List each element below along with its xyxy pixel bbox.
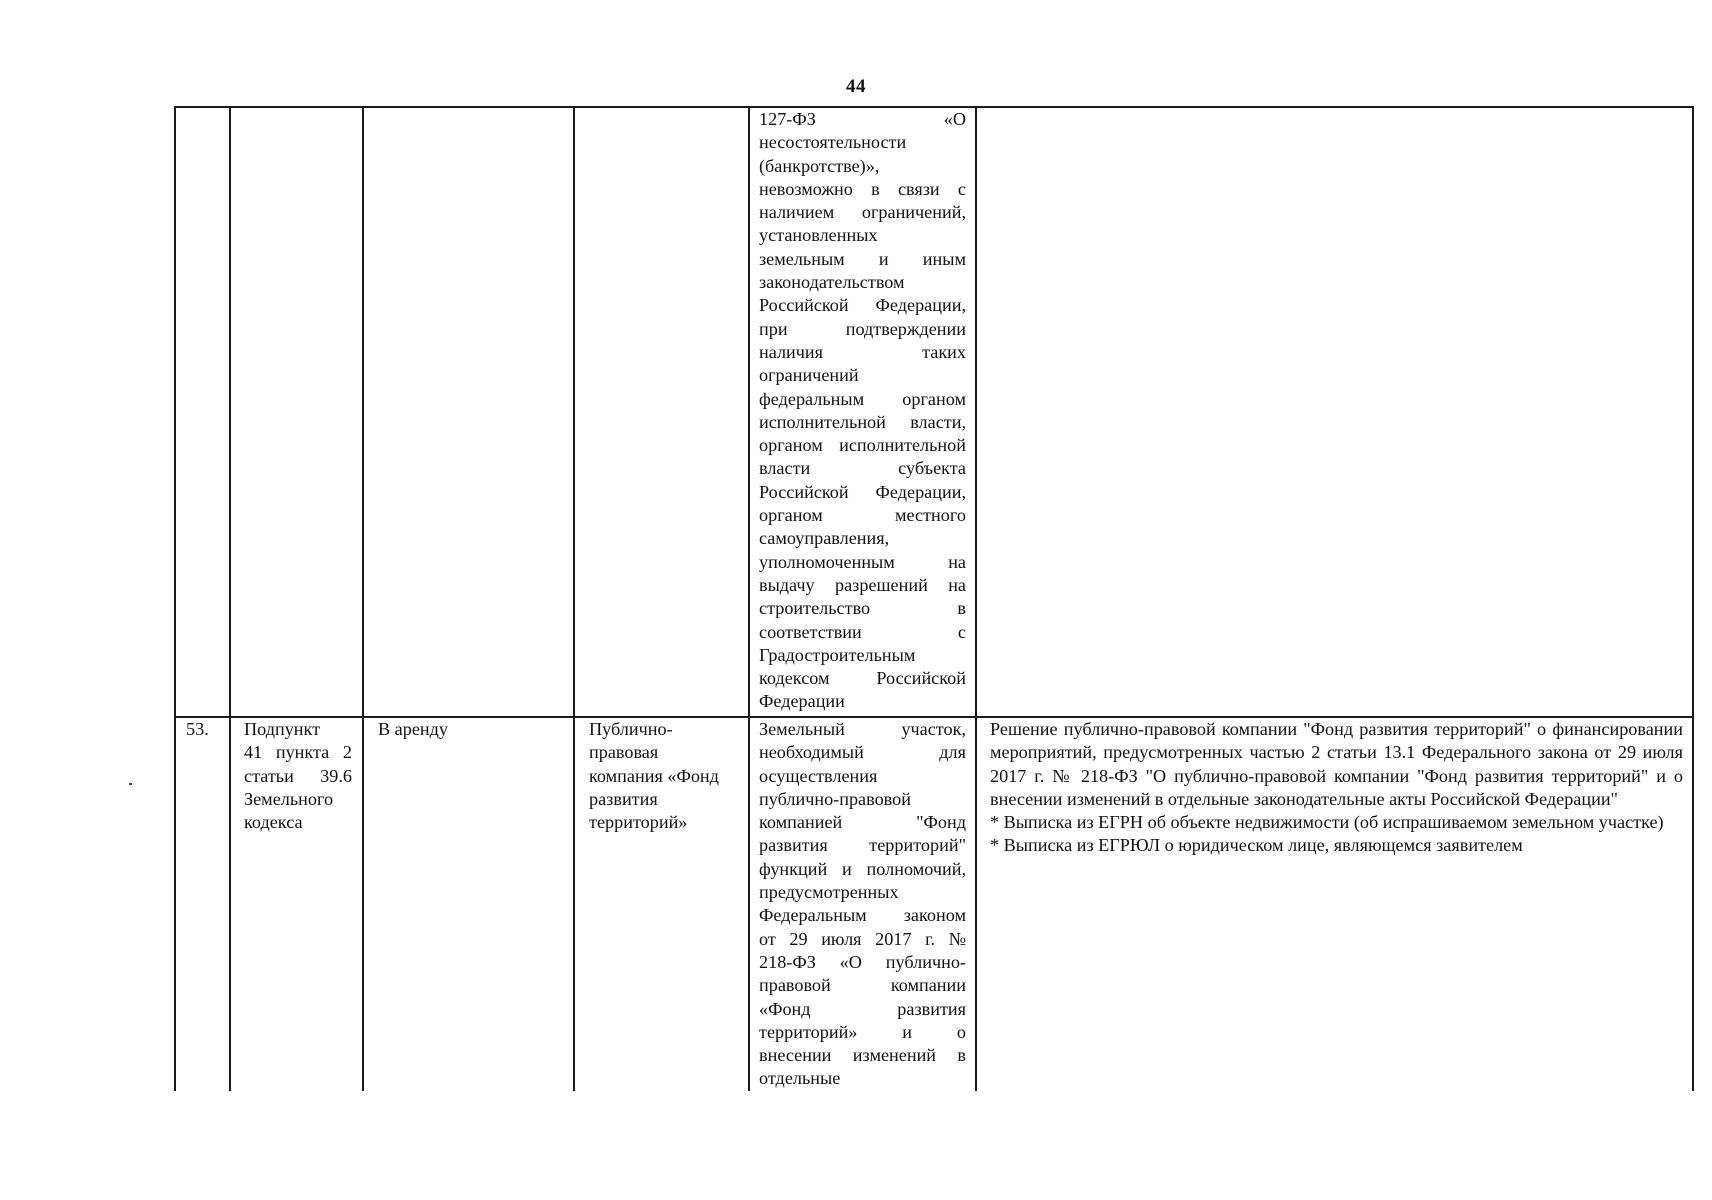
text-line: компания «Фонд bbox=[589, 765, 719, 786]
text-line: территорий» и о bbox=[759, 1021, 966, 1042]
text-line: осуществления bbox=[759, 765, 878, 786]
required-documents bbox=[977, 718, 1692, 858]
text-line: 41 пункта 2 bbox=[244, 742, 352, 763]
page-number: 44 bbox=[846, 76, 866, 97]
land-plot-description bbox=[750, 718, 975, 1091]
cell-land-plot-description bbox=[749, 107, 976, 717]
text-line: органом местного bbox=[759, 505, 966, 526]
text-line: Российской Федерации, bbox=[759, 295, 966, 316]
cell-basis bbox=[230, 107, 363, 717]
text-line: компанией "Фонд bbox=[759, 812, 966, 833]
text-line: «Фонд развития bbox=[759, 998, 966, 1019]
text-line: 218-ФЗ «О публично- bbox=[759, 951, 966, 972]
row-number: 53. bbox=[186, 719, 209, 739]
document-item: * Выписка из ЕГРН об объекте недвижимости (об испрашиваемом земельном участке) bbox=[990, 812, 1664, 833]
cell-number bbox=[175, 717, 230, 1091]
cell-subject bbox=[574, 717, 749, 1091]
document-item: * Выписка из ЕГРЮЛ о юридическом лице, являющемся заявителем bbox=[990, 835, 1523, 856]
text-line: соответствии с bbox=[759, 621, 966, 642]
cell-basis bbox=[230, 717, 363, 1091]
text-line: Земельного bbox=[244, 788, 334, 809]
text-line: от 29 июля 2017 г. № bbox=[759, 928, 966, 949]
text-line: внесении изменений в bbox=[759, 1045, 966, 1066]
text-line: территорий» bbox=[589, 812, 688, 833]
cell-documents bbox=[976, 717, 1693, 1091]
text-line: невозможно в связи с bbox=[759, 178, 966, 199]
text-line: федеральным органом bbox=[759, 388, 966, 409]
cell-purpose bbox=[363, 717, 574, 1091]
text-line: (банкротстве)», bbox=[759, 155, 880, 176]
text-line: статьи 39.6 bbox=[244, 765, 352, 786]
legal-basis bbox=[231, 718, 362, 834]
text-line: органом исполнительной bbox=[759, 435, 966, 456]
cell-number bbox=[175, 107, 230, 717]
cell-purpose bbox=[363, 107, 574, 717]
text-line: земельным и иным bbox=[759, 248, 966, 269]
text-line: развития bbox=[589, 788, 658, 809]
text-line: необходимый для bbox=[759, 742, 966, 763]
text-line: публично-правовой bbox=[759, 788, 911, 809]
text-line: кодекса bbox=[244, 812, 303, 833]
text-line: уполномоченным на bbox=[759, 551, 966, 572]
continuation-description bbox=[750, 108, 975, 714]
land-plot-table bbox=[174, 106, 1694, 1091]
text-line: отдельные bbox=[759, 1068, 841, 1089]
cell-land-plot-description bbox=[749, 717, 976, 1091]
text-line: кодексом Российской bbox=[759, 668, 966, 689]
document-item: Решение публично-правовой компании "Фонд развития территорий" о финансировании мероприятий, предусмотренных частью 2 статьи 13.1 Федерального закона от 29 июля 2017 г. № 218-ФЗ "О публично-правовой компании "Фонд развития территорий" и о внесении изменений в отдельные законодательные акты Российской Федерации" bbox=[990, 719, 1683, 809]
stray-mark bbox=[129, 783, 132, 785]
text-line: ограничений bbox=[759, 365, 859, 386]
text-line: 127-ФЗ «О bbox=[759, 109, 966, 129]
text-line: правовой компании bbox=[759, 975, 966, 996]
text-line: самоуправления, bbox=[759, 528, 890, 549]
text-line: функций и полномочий, bbox=[759, 858, 966, 879]
text-line: наличия таких bbox=[759, 341, 966, 362]
text-line: Подпункт bbox=[244, 719, 321, 739]
text-line: Федерации bbox=[759, 691, 845, 712]
text-line: правовая bbox=[589, 742, 659, 763]
cell-documents bbox=[976, 107, 1693, 717]
applicant-subject bbox=[575, 718, 748, 834]
text-line: наличием ограничений, bbox=[759, 202, 966, 223]
text-line: Градостроительным bbox=[759, 644, 916, 665]
provision-type: В аренду bbox=[378, 719, 448, 739]
text-line: Федеральным законом bbox=[759, 905, 966, 926]
text-line: установленных bbox=[759, 225, 878, 246]
text-line: Публично- bbox=[589, 719, 673, 739]
text-line: исполнительной власти, bbox=[759, 411, 966, 432]
text-line: законодательством bbox=[759, 272, 905, 293]
text-line: выдачу разрешений на bbox=[759, 574, 966, 595]
text-line: развития территорий" bbox=[759, 835, 966, 856]
text-line: власти субъекта bbox=[759, 458, 966, 479]
text-line: строительство в bbox=[759, 598, 966, 619]
text-line: Земельный участок, bbox=[759, 719, 966, 739]
text-line: предусмотренных bbox=[759, 882, 899, 903]
continuation-row bbox=[175, 107, 1693, 717]
table-row bbox=[175, 717, 1693, 1091]
text-line: при подтверждении bbox=[759, 318, 966, 339]
text-line: Российской Федерации, bbox=[759, 481, 966, 502]
cell-subject bbox=[574, 107, 749, 717]
text-line: несостоятельности bbox=[759, 132, 907, 153]
